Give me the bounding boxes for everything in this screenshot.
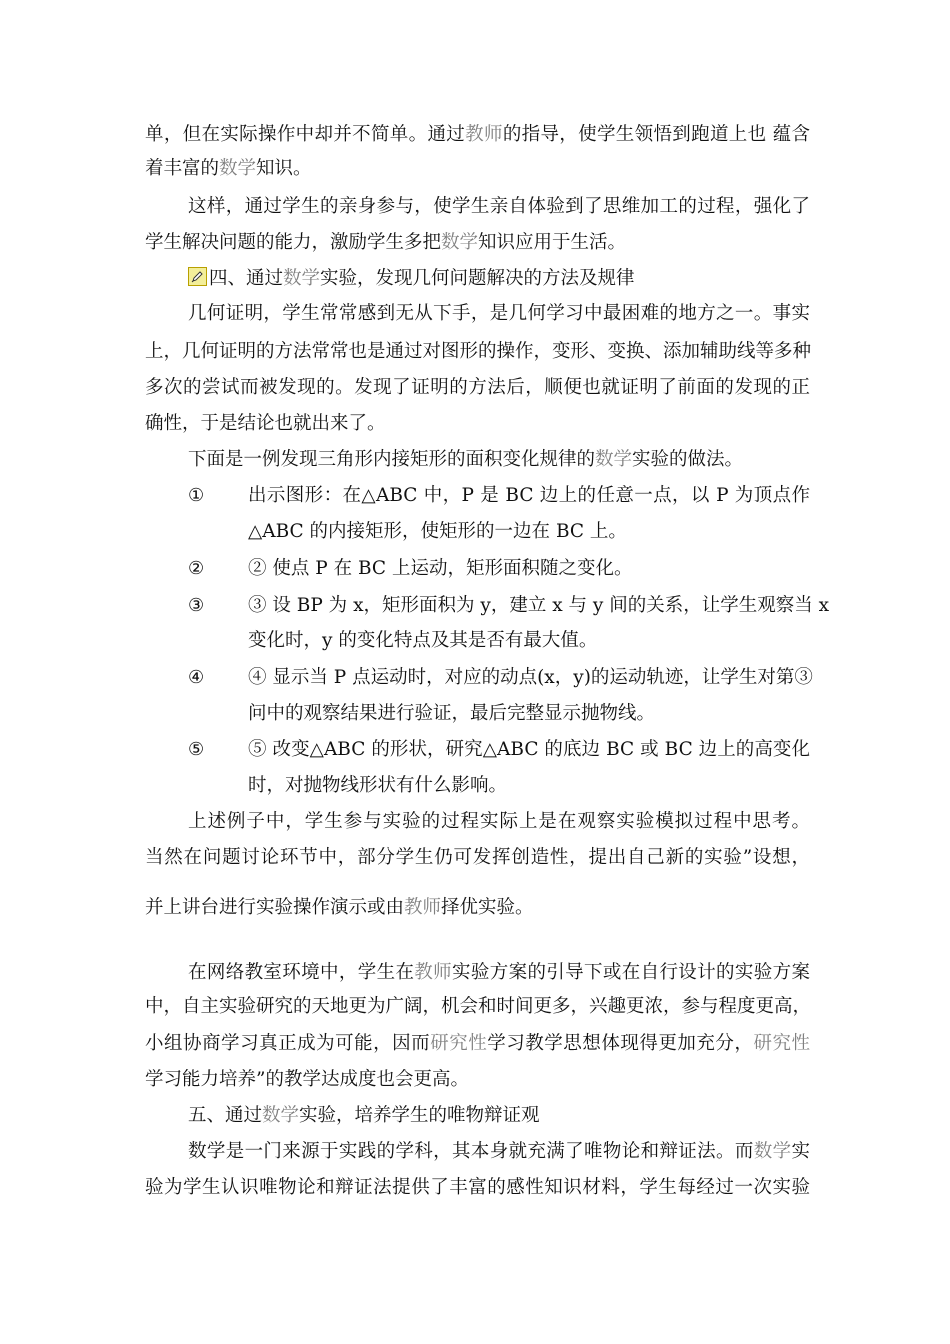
text-run: 实验方案的引导下或在自行设计的实验方案 [452, 962, 810, 983]
text-run: 验为学生认识唯物论和辩证法提供了丰富的感性知识材料，学生每经过一次实验 [145, 1177, 810, 1198]
text-run: 这样，通过学生的亲身参与，使学生亲自体验到了思维加工的过程，强化了 [188, 196, 810, 217]
keyword-highlight: 教师 [404, 897, 442, 918]
pencil-note-icon [188, 267, 207, 286]
list-item-line [248, 773, 810, 799]
keyword-highlight: 数学 [595, 449, 633, 470]
text-run: ② 使点 P 在 BC 上运动，矩形面积随之变化。 [248, 558, 633, 579]
text-run: 多次的尝试而被发现的。发现了证明的方法后，顺便也就证明了前面的发现的正 [145, 377, 810, 398]
text-run: 几何证明，学生常常感到无从下手，是几何学习中最困难的地方之一。事实 [188, 303, 810, 324]
text-run: 下面是一例发现三角形内接矩形的面积变化规律的 [188, 449, 596, 470]
text-run: 时，对抛物线形状有什么影响。 [248, 775, 508, 796]
list-item-line [248, 593, 830, 619]
text-run: 小组协商学习真正成为可能，因而 [145, 1033, 431, 1054]
text-run: 问中的观察结果进行验证，最后完整显示抛物线。 [248, 703, 656, 724]
text-run: 确性，于是结论也就出来了。 [145, 413, 386, 434]
list-number: ① [188, 485, 205, 506]
text-run: 实验的做法。 [632, 449, 744, 470]
keyword-highlight: 数学 [283, 268, 321, 289]
paragraph-line [188, 301, 810, 327]
list-item-line [248, 665, 813, 691]
paragraph-line [145, 375, 810, 401]
keyword-highlight: 教师 [414, 962, 453, 983]
keyword-highlight: 数学 [219, 158, 257, 179]
text-run: 的指导，使学生领悟到跑道上也 蕴含 [502, 124, 810, 145]
text-run: ⑤ 改变△ABC 的形状，研究△ABC 的底边 BC 或 BC 边上的高变化 [248, 739, 810, 760]
keyword-highlight: 研究性 [753, 1033, 810, 1054]
text-run: 实 [791, 1141, 810, 1162]
list-number: ⑤ [188, 739, 205, 760]
list-item-line [248, 483, 810, 509]
text-run: 并上讲台进行实验操作演示或由 [145, 897, 405, 918]
text-run: 当然在问题讨论环节中，部分学生仍可发挥创造性，提出自己新的实验”设想， [145, 847, 810, 868]
paragraph-line [188, 447, 810, 473]
text-run: 四、通过 [209, 268, 284, 289]
paragraph-line [145, 339, 810, 365]
text-run: ③ 设 BP 为 x，矩形面积为 y，建立 x 与 y 间的关系，让学生观察当 x [248, 595, 830, 616]
list-item-line [248, 556, 810, 582]
paragraph-line [145, 895, 810, 921]
text-run: 知识应用于生活。 [478, 232, 627, 253]
text-run: 中，自主实验研究的天地更为广阔，机会和时间更多，兴趣更浓，参与程度更高， [145, 996, 812, 1017]
text-run: 学习教学思想体现得更加充分， [487, 1033, 754, 1054]
keyword-highlight: 研究性 [430, 1033, 488, 1054]
paragraph-line [145, 1031, 810, 1057]
text-run: ④ 显示当 P 点运动时，对应的动点(x，y)的运动轨迹，让学生对第③ [248, 667, 813, 688]
paragraph-line [145, 994, 810, 1020]
text-run: △ABC 的内接矩形，使矩形的一边在 BC 上。 [248, 521, 627, 542]
text-run: 上，几何证明的方法常常也是通过对图形的操作，变形、变换、添加辅助线等多种 [145, 341, 812, 362]
section-heading-4 [188, 266, 810, 292]
keyword-highlight: 数学 [262, 1105, 300, 1126]
text-run: 学生解决问题的能力，激励学生多把 [145, 232, 442, 253]
paragraph-line [145, 156, 810, 182]
text-run: 知识。 [256, 158, 312, 179]
text-run: 上述例子中，学生参与实验的过程实际上是在观察实验模拟过程中思考。 [188, 811, 810, 832]
keyword-highlight: 数学 [753, 1141, 792, 1162]
text-run: 单，但在实际操作中却并不简单。通过 [145, 124, 466, 145]
text-run: 实验，发现几何问题解决的方法及规律 [320, 268, 635, 289]
text-run: 着丰富的 [145, 158, 220, 179]
list-number: ④ [188, 667, 205, 688]
text-run: 五、通过 [188, 1105, 263, 1126]
text-run: 学习能力培养”的教学达成度也会更高。 [145, 1069, 469, 1090]
keyword-highlight: 教师 [465, 124, 503, 145]
paragraph-line [145, 230, 810, 256]
paragraph-line [188, 960, 810, 986]
list-number: ② [188, 558, 205, 579]
text-run: 实验，培养学生的唯物辩证观 [299, 1105, 540, 1126]
paragraph-line [145, 411, 810, 437]
paragraph-line [188, 809, 810, 835]
keyword-highlight: 数学 [441, 232, 479, 253]
text-run: 数学是一门来源于实践的学科，其本身就充满了唯物论和辩证法。而 [188, 1141, 754, 1162]
paragraph-line [145, 1067, 810, 1093]
paragraph-line [188, 1139, 810, 1165]
section-heading-5 [188, 1103, 810, 1129]
paragraph-line [145, 1175, 810, 1201]
paragraph-line [145, 122, 810, 148]
paragraph-line [188, 194, 810, 220]
list-number: ③ [188, 595, 205, 616]
text-run: 择优实验。 [441, 897, 534, 918]
list-item-line [248, 701, 810, 727]
text-run: 变化时，y 的变化特点及其是否有最大值。 [248, 630, 598, 651]
list-item-line [248, 519, 810, 545]
list-item-line [248, 737, 810, 763]
text-run: 在网络教室环境中，学生在 [188, 962, 415, 983]
list-item-line [248, 628, 810, 654]
paragraph-line [145, 845, 810, 871]
text-run: 出示图形：在△ABC 中，P 是 BC 边上的任意一点，以 P 为顶点作 [248, 485, 810, 506]
